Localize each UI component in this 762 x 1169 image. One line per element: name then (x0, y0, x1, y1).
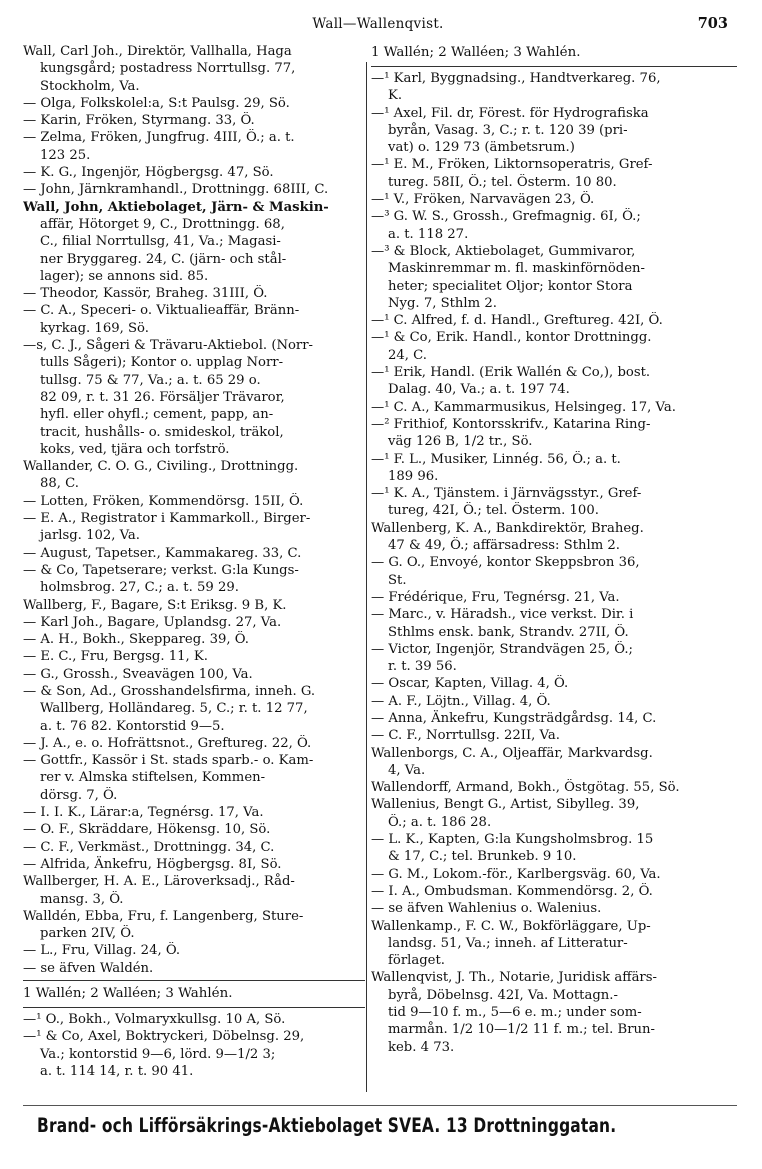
footer-rule (23, 1105, 737, 1106)
directory-entry-line: — E. A., Registrator i Kammarkoll., Birger- (23, 511, 311, 527)
section-subhead: 1 Wallén; 2 Walléen; 3 Wahlén. (371, 45, 581, 60)
directory-entry-line: —¹ Axel, Fil. dr, Förest. för Hydrografiska (371, 105, 649, 121)
directory-entry-line: —³ & Block, Aktiebolaget, Gummivaror, (371, 243, 636, 259)
directory-entry-line: — A. H., Bokh., Skeppareg. 39, Ö. (23, 632, 249, 648)
directory-entry-line: — Alfrida, Änkefru, Högbergsg. 8I, Sö. (23, 856, 282, 872)
column-divider (366, 62, 367, 1092)
directory-entry-line: —¹ O., Bokh., Volmaryxkullsg. 10 A, Sö. (23, 1012, 286, 1028)
directory-entry-line: & 17, C.; tel. Brunkeb. 9 10. (388, 849, 577, 865)
directory-entry-line: Wallenqvist, J. Th., Notarie, Juridisk affärs- (371, 970, 657, 986)
directory-entry-line: Wallberg, F., Bagare, S:t Eriksg. 9 B, K. (23, 597, 287, 613)
section-subhead: 1 Wallén; 2 Walléen; 3 Wahlén. (23, 986, 233, 1002)
directory-entry-line: Wall, Carl Joh., Direktör, Vallhalla, Haga (23, 44, 292, 59)
page-number: 703 (697, 15, 728, 32)
directory-entry-line: — & Co, Tapetserare; verkst. G:la Kungs- (23, 562, 299, 578)
directory-entry-line: —¹ F. L., Musiker, Linnég. 56, Ö.; a. t. (371, 451, 621, 467)
directory-entry-line: — G., Grossh., Sveavägen 100, Va. (23, 666, 253, 682)
directory-entry-line: tracit, hushålls- o. smideskol, träkol, (40, 424, 284, 440)
directory-entry-line: byrån, Vasag. 3, C.; r. t. 120 39 (pri- (388, 122, 628, 138)
directory-entry-line: heter; specialitet Oljor; kontor Stora (388, 278, 633, 294)
directory-entry-line: kyrkag. 169, Sö. (40, 320, 149, 336)
directory-entry-line: — C. F., Norrtullsg. 22II, Va. (371, 728, 560, 744)
directory-entry-line: rer v. Almska stiftelsen, Kommen- (40, 770, 266, 786)
directory-entry-line: Wallander, C. O. G., Civiling., Drottningg. (23, 459, 299, 475)
directory-entry-line: affär, Hötorget 9, C., Drottningg. 68, (40, 216, 285, 232)
directory-entry-line: Wall, John, Aktiebolaget, Järn- & Maskin- (23, 199, 329, 215)
directory-entry-line: vat) o. 129 73 (ämbetsrum.) (388, 140, 575, 156)
section-rule (371, 66, 737, 67)
directory-entry-line: —¹ C. A., Kammarmusikus, Helsingeg. 17, Va. (371, 399, 676, 415)
directory-entry-line: C., filial Norrtullsg, 41, Va.; Magasi- (40, 234, 281, 250)
directory-entry-line: parken 2IV, Ö. (40, 926, 135, 942)
directory-entry-line: —¹ C. Alfred, f. d. Handl., Greftureg. 42I, Ö. (371, 313, 663, 329)
directory-entry-line: — se äfven Wahlenius o. Walenius. (371, 901, 602, 917)
directory-entry-line: keb. 4 73. (388, 1039, 455, 1055)
directory-entry-line: — Anna, Änkefru, Kungsträdgårdsg. 14, C. (371, 710, 657, 726)
directory-entry-line: 4, Va. (388, 762, 426, 778)
directory-entry-line: väg 126 B, 1/2 tr., Sö. (388, 434, 533, 450)
advertisement-footer: Brand- och Lifförsäkrings-Aktiebolaget SVEA. 13 Drottninggatan. (37, 1114, 617, 1137)
directory-entry-line: tureg. 58II, Ö.; tel. Österm. 10 80. (388, 174, 617, 190)
directory-entry-line: — J. A., e. o. Hofrättsnot., Greftureg. 22, Ö. (23, 735, 312, 751)
directory-entry-line: — E. C., Fru, Bergsg. 11, K. (23, 649, 208, 665)
directory-entry-line: tureg, 42I, Ö.; tel. Österm. 100. (388, 503, 599, 519)
directory-entry-line: — & Son, Ad., Grosshandelsfirma, inneh. G. (23, 683, 316, 699)
directory-entry-line: — K. G., Ingenjör, Högbergsg. 47, Sö. (23, 165, 274, 181)
directory-entry-line: 82 09, r. t. 31 26. Försäljer Trävaror, (40, 389, 285, 405)
directory-entry-line: —¹ V., Fröken, Narvavägen 23, Ö. (371, 192, 595, 208)
directory-entry-line: koks, ved, tjära och torfströ. (40, 441, 230, 457)
directory-entry-line: hyfl. eller ohyfl.; cement, papp, an- (40, 407, 274, 423)
directory-entry-line: — Lotten, Fröken, Kommendörsg. 15II, Ö. (23, 493, 304, 509)
directory-entry-line: Maskinremmar m. fl. maskinförnöden- (388, 261, 645, 277)
directory-entry-line: Wallenborgs, C. A., Oljeaffär, Markvardsg. (371, 745, 653, 761)
directory-entry-line: tid 9—10 f. m., 5—6 e. m.; under som- (388, 1005, 642, 1021)
directory-entry-line: Ö.; a. t. 186 28. (388, 814, 492, 830)
directory-entry-line: K. (388, 88, 403, 104)
left-column (23, 43, 365, 1080)
directory-entry-line: —s, C. J., Sågeri & Trävaru-Aktiebol. (Norr- (23, 338, 314, 354)
directory-entry-line: — C. A., Speceri- o. Viktualieaffär, Bränn- (23, 303, 300, 319)
directory-entry-line: — Victor, Ingenjör, Strandvägen 25, Ö.; (371, 641, 633, 657)
directory-entry-line: Wallberg, Holländareg. 5, C.; r. t. 12 77, (40, 701, 308, 717)
directory-entry-line: Sthlms ensk. bank, Strandv. 27II, Ö. (388, 624, 629, 640)
directory-entry-line: — se äfven Waldén. (23, 960, 154, 976)
directory-entry-line: — Olga, Folkskolel:a, S:t Paulsg. 29, Sö. (23, 95, 290, 111)
directory-entry-line: — John, Järnkramhandl., Drottningg. 68III, C. (23, 182, 329, 198)
directory-entry-line: förlaget. (388, 953, 445, 969)
directory-entry-line: Wallenkamp., F. C. W., Bokförläggare, Up- (371, 918, 651, 934)
directory-entry-line: — August, Tapetser., Kammakareg. 33, C. (23, 545, 302, 561)
directory-entry-line: kungsgård; postadress Norrtullsg. 77, (40, 61, 296, 77)
directory-entry-line: 88, C. (40, 476, 79, 492)
directory-entry-line: tulls Sågeri); Kontor o. upplag Norr- (40, 355, 284, 371)
page-header (28, 16, 728, 38)
directory-entry-line: — Theodor, Kassör, Braheg. 31III, Ö. (23, 286, 268, 302)
directory-entry-line: — I. I. K., Lärar:a, Tegnérsg. 17, Va. (23, 805, 264, 821)
directory-entry-line: —¹ E. M., Fröken, Liktornsoperatris, Gref- (371, 157, 653, 173)
directory-entry-line: a. t. 118 27. (388, 226, 469, 242)
directory-entry-line: Stockholm, Va. (40, 78, 140, 94)
directory-entry-line: 123 25. (40, 147, 91, 163)
directory-entry-line: Wallendorff, Armand, Bokh., Östgötag. 55, Sö. (371, 780, 680, 796)
directory-entry-line: —¹ Karl, Byggnadsing., Handtverkareg. 76, (371, 71, 661, 86)
directory-entry-line: Walldén, Ebba, Fru, f. Langenberg, Sture- (23, 908, 304, 924)
directory-entry-line: —¹ Erik, Handl. (Erik Wallén & Co,), bost. (371, 365, 651, 381)
directory-entry-line: — G. O., Envoyé, kontor Skeppsbron 36, (371, 555, 640, 571)
directory-entry-line: — Oscar, Kapten, Villag. 4, Ö. (371, 676, 569, 692)
directory-entry-line: tullsg. 75 & 77, Va.; a. t. 65 29 o. (40, 372, 261, 388)
directory-entry-line: Wallenius, Bengt G., Artist, Sibylleg. 39, (371, 797, 640, 813)
directory-entry-line: jarlsg. 102, Va. (40, 528, 140, 544)
directory-entry-line: 189 96. (388, 468, 439, 484)
directory-entry-line: —¹ & Co, Axel, Boktryckeri, Döbelnsg. 29, (23, 1029, 305, 1045)
directory-entry-line: — L., Fru, Villag. 24, Ö. (23, 943, 181, 959)
directory-entry-line: — G. M., Lokom.-för., Karlbergsväg. 60, Va. (371, 866, 661, 882)
directory-entry-line: mansg. 3, Ö. (40, 891, 124, 907)
directory-entry-line: Wallberger, H. A. E., Läroverksadj., Råd- (23, 874, 295, 890)
directory-entry-line: landsg. 51, Va.; inneh. af Litteratur- (388, 935, 628, 951)
directory-entry-line: Wallenberg, K. A., Bankdirektör, Braheg. (371, 520, 644, 536)
running-title: Wall—Wallenqvist. (312, 16, 444, 32)
directory-entry-line: St. (388, 572, 407, 588)
directory-entry-line: marmån. 1/2 10—1/2 11 f. m.; tel. Brun- (388, 1022, 655, 1038)
directory-entry-line: 47 & 49, Ö.; affärsadress: Sthlm 2. (388, 538, 621, 554)
directory-entry-line: Va.; kontorstid 9—6, lörd. 9—1/2 3; (40, 1046, 276, 1062)
directory-entry-line: byrå, Döbelnsg. 42I, Va. Mottagn.- (388, 987, 618, 1003)
directory-entry-line: dörsg. 7, Ö. (40, 787, 118, 803)
directory-entry-line: Nyg. 7, Sthlm 2. (388, 295, 497, 311)
directory-entry-line: — Karl Joh., Bagare, Uplandsg. 27, Va. (23, 614, 282, 630)
directory-entry-line: — I. A., Ombudsman. Kommendörsg. 2, Ö. (371, 883, 653, 899)
section-rule (23, 1007, 365, 1008)
directory-entry-line: 24, C. (388, 347, 427, 363)
directory-entry-line: —¹ K. A., Tjänstem. i Järnvägsstyr., Gref- (371, 486, 642, 502)
directory-entry-line: ner Bryggareg. 24, C. (järn- och stål- (40, 251, 287, 267)
directory-entry-line: — Karin, Fröken, Styrmang. 33, Ö. (23, 113, 255, 129)
directory-entry-line: — A. F., Löjtn., Villag. 4, Ö. (371, 693, 551, 709)
section-rule (23, 980, 365, 981)
directory-entry-line: —³ G. W. S., Grossh., Grefmagnig. 6I, Ö.; (371, 209, 641, 225)
directory-entry-line: a. t. 76 82. Kontorstid 9—5. (40, 718, 225, 734)
directory-entry-line: r. t. 39 56. (388, 659, 457, 675)
directory-entry-line: — Marc., v. Häradsh., vice verkst. Dir. i (371, 607, 634, 623)
directory-entry-line: — Gottfr., Kassör i St. stads sparb.- o. Kam- (23, 753, 314, 769)
directory-entry-line: — O. F., Skräddare, Hökensg. 10, Sö. (23, 822, 271, 838)
directory-entry-line: lager); se annons sid. 85. (40, 268, 209, 284)
directory-entry-line: — Zelma, Fröken, Jungfrug. 4III, Ö.; a. t. (23, 130, 295, 146)
directory-entry-line: Dalag. 40, Va.; a. t. 197 74. (388, 382, 570, 398)
directory-entry-line: — C. F., Verkmäst., Drottningg. 34, C. (23, 839, 275, 855)
directory-entry-line: holmsbrog. 27, C.; a. t. 59 29. (40, 580, 239, 596)
directory-entry-line: —² Frithiof, Kontorsskrifv., Katarina Ring- (371, 416, 651, 432)
directory-entry-line: a. t. 114 14, r. t. 90 41. (40, 1063, 194, 1079)
directory-entry-line: — Frédérique, Fru, Tegnérsg. 21, Va. (371, 589, 620, 605)
directory-entry-line: — L. K., Kapten, G:la Kungsholmsbrog. 15 (371, 832, 654, 848)
directory-entry-line: —¹ & Co, Erik. Handl., kontor Drottningg. (371, 330, 652, 346)
right-column (371, 43, 737, 1056)
